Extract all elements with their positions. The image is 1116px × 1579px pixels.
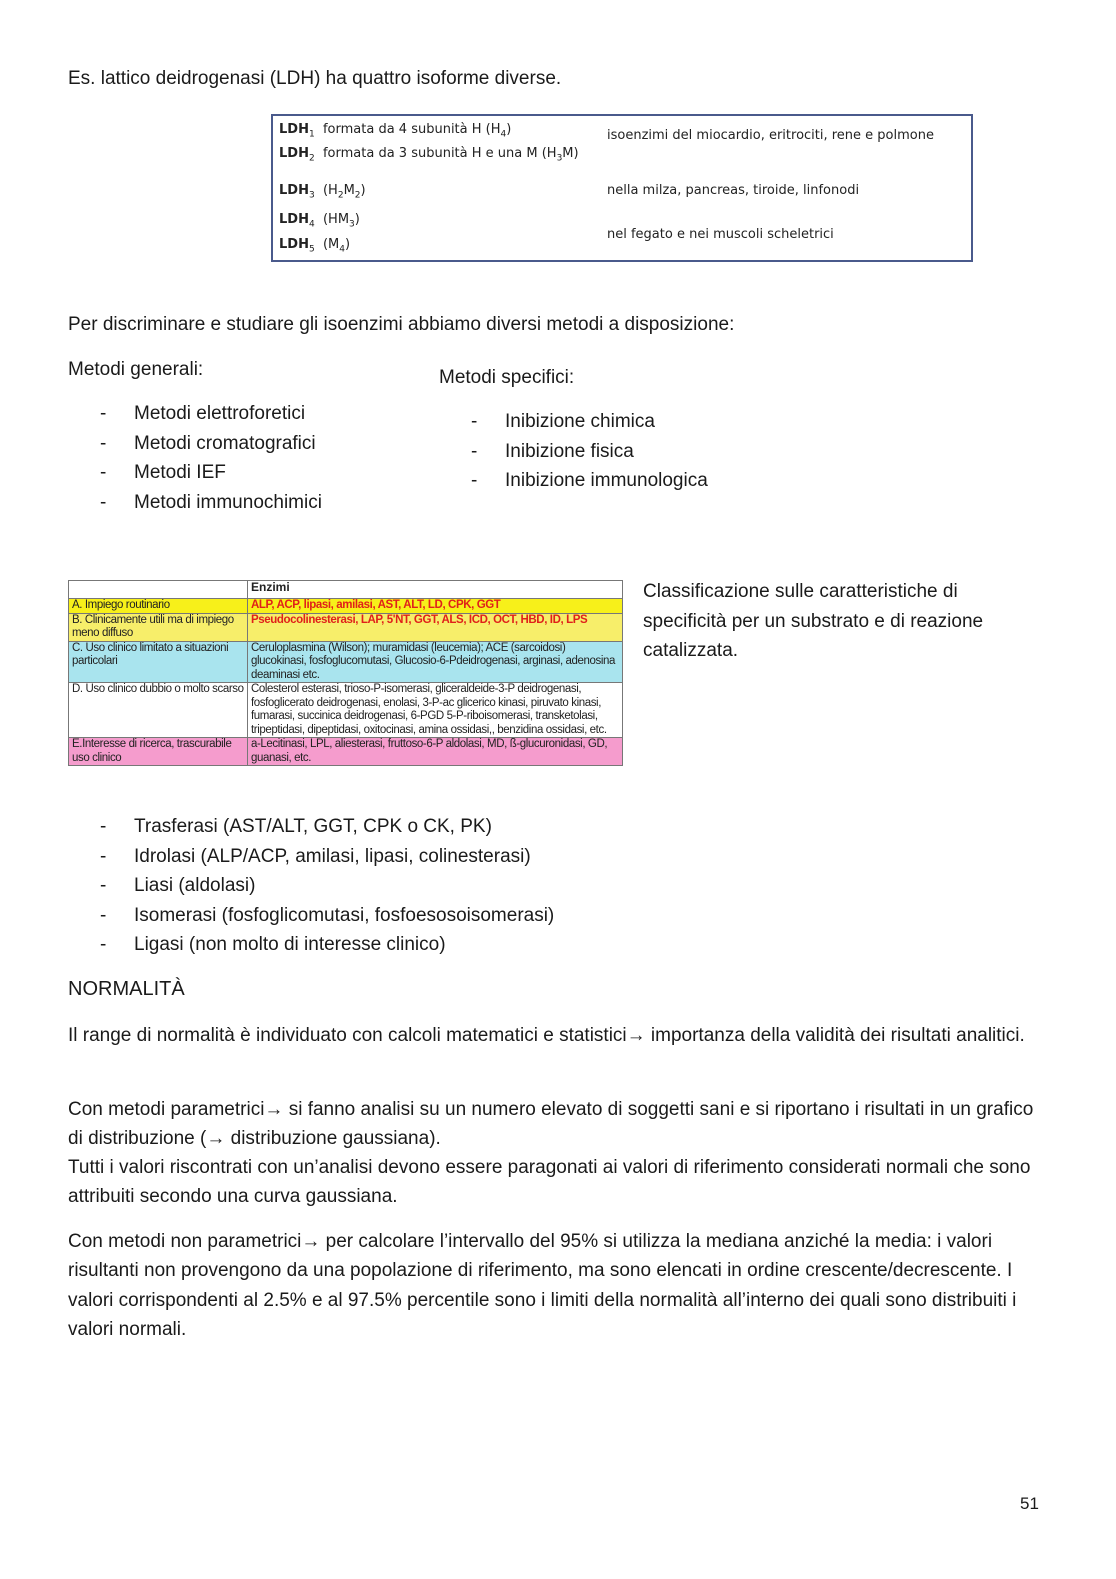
general-methods-list <box>68 399 322 517</box>
list-item: - Metodi IEF <box>68 458 322 488</box>
normality-paragraph-3: Tutti i valori riscontrati con un’analisi devono essere paragonati ai valori di riferimento considerati normali che sono attribuiti secondo una curva gaussiana. <box>68 1157 1031 1208</box>
list-item: - Idrolasi (ALP/ACP, amilasi, lipasi, colinesterasi) <box>68 842 554 872</box>
list-item: - Isomerasi (fosfoglicomutasi, fosfoesosoisomerasi) <box>68 901 554 931</box>
table-cell-category: A. Impiego routinario <box>69 599 248 614</box>
table-cell-enzymes: Ceruloplasmina (Wilson); muramidasi (leucemia); ACE (sarcoidosi) glucokinasi, fosfoglucomutasi, Glucosio-6-Pdeidrogenasi, arginasi, adenosina deaminasi etc. <box>248 641 623 683</box>
ldh-isoforms-box <box>271 114 973 262</box>
list-item: - Metodi elettroforetici <box>68 399 322 429</box>
list-item: - Trasferasi (AST/ALT, GGT, CPK o CK, PK) <box>68 812 554 842</box>
list-item: - Inibizione immunologica <box>439 466 708 496</box>
normality-paragraph-1: Il range di normalità è individuato con calcoli matematici e statistici→ importanza della validità dei risultati analitici. <box>68 1025 1025 1046</box>
ldh-location-3: nel fegato e nei muscoli scheletrici <box>607 227 834 242</box>
list-item: - Ligasi (non molto di interesse clinico) <box>68 930 554 960</box>
table-cell-enzymes: ALP, ACP, lipasi, amilasi, AST, ALT, LD, CPK, GGT <box>248 599 623 614</box>
list-item: - Inibizione fisica <box>439 437 708 467</box>
ldh5-row: $LDH_5$ $(M_4)$ <box>279 237 351 255</box>
table-header-enzimi: Enzimi <box>248 581 623 599</box>
ldh-location-2: nella milza, pancreas, tiroide, linfonodi <box>607 183 860 198</box>
ldh4-row: $LDH_4$ $(HM_3)$ <box>279 212 360 230</box>
enzyme-usage-table <box>68 580 623 766</box>
section-heading-normalita: NORMALITÀ <box>68 978 185 1000</box>
normality-paragraph-4: Con metodi non parametrici→ per calcolare l’intervallo del 95% si utilizza la mediana anziché la media: i valori risultanti non provengono da una popolazione di riferimento, ma sono elencati in ordine crescente/decrescente. I valori corrispondenti al 2.5% e al 97.5% percentile sono i limiti della normalità all’interno dei quali sono distribuiti i valori normali. <box>68 1231 1017 1341</box>
table-cell-enzymes: Colesterol esterasi, trioso-P-isomerasi, gliceraldeide-3-P deidrogenasi, fosfoglicerato deidrogenasi, enolasi, 3-P-ac glicerico kinasi, piruvato kinasi, fumarasi, succinica deidrogenasi, 6-PGD 5-P-riboisomerasi, transketolasi, tripeptidasi, dipeptidasi, oxitocinasi, amina ossidasi,, benzidina ossidasi, etc. <box>248 683 623 738</box>
table-cell-category: E.Interesse di ricerca, trascurabile uso clinico <box>69 738 248 766</box>
table-cell-category: B. Clinicamente utili ma di impiego meno diffuso <box>69 613 248 641</box>
enzyme-classes-list <box>68 812 554 960</box>
table-header-empty <box>69 581 248 599</box>
table-row <box>69 599 623 614</box>
table-row <box>69 641 623 683</box>
list-item: - Liasi (aldolasi) <box>68 871 554 901</box>
ldh1-row: $LDH_1$ formata da 4 subunità H $(H_4)$ <box>279 122 512 140</box>
intro-text: Es. lattico deidrogenasi (LDH) ha quattro isoforme diverse. <box>68 68 562 89</box>
table-cell-category: C. Uso clinico limitato a situazioni particolari <box>69 641 248 683</box>
ldh-location-1: isoenzimi del miocardio, eritrociti, rene e polmone <box>607 128 934 143</box>
specific-methods-list <box>439 407 708 496</box>
list-item: - Inibizione chimica <box>439 407 708 437</box>
table-cell-category: D. Uso clinico dubbio o molto scarso <box>69 683 248 738</box>
list-item: - Metodi immunochimici <box>68 488 322 518</box>
table-row <box>69 738 623 766</box>
table-header-row <box>69 581 623 599</box>
ldh2-row: $LDH_2$ formata da 3 subunità H e una M $(H_3M)$ <box>279 146 579 164</box>
ldh3-row: $LDH_3$ $(H_2M_2)$ <box>279 183 366 201</box>
table-row <box>69 683 623 738</box>
table-cell-enzymes: Pseudocolinesterasi, LAP, 5'NT, GGT, ALS, ICD, OCT, HBD, ID, LPS <box>248 613 623 641</box>
table-row <box>69 613 623 641</box>
table-cell-enzymes: a-Lecitinasi, LPL, aliesterasi, fruttoso-6-P aldolasi, MD, ß-glucuronidasi, GD, guanasi, etc. <box>248 738 623 766</box>
specific-methods-title: Metodi specifici: <box>439 367 575 388</box>
page-number: 51 <box>1020 1494 1039 1513</box>
list-item: - Metodi cromatografici <box>68 429 322 459</box>
normality-paragraph-2: Con metodi parametrici→ si fanno analisi su un numero elevato di soggetti sani e si riportano i risultati in un grafico di distribuzione (→ distribuzione gaussiana). <box>68 1099 1034 1150</box>
general-methods-title: Metodi generali: <box>68 359 204 380</box>
methods-intro: Per discriminare e studiare gli isoenzimi abbiamo diversi metodi a disposizione: <box>68 314 735 335</box>
classification-text: Classificazione sulle caratteristiche di specificità per un substrato e di reazione catalizzata. <box>643 581 984 661</box>
